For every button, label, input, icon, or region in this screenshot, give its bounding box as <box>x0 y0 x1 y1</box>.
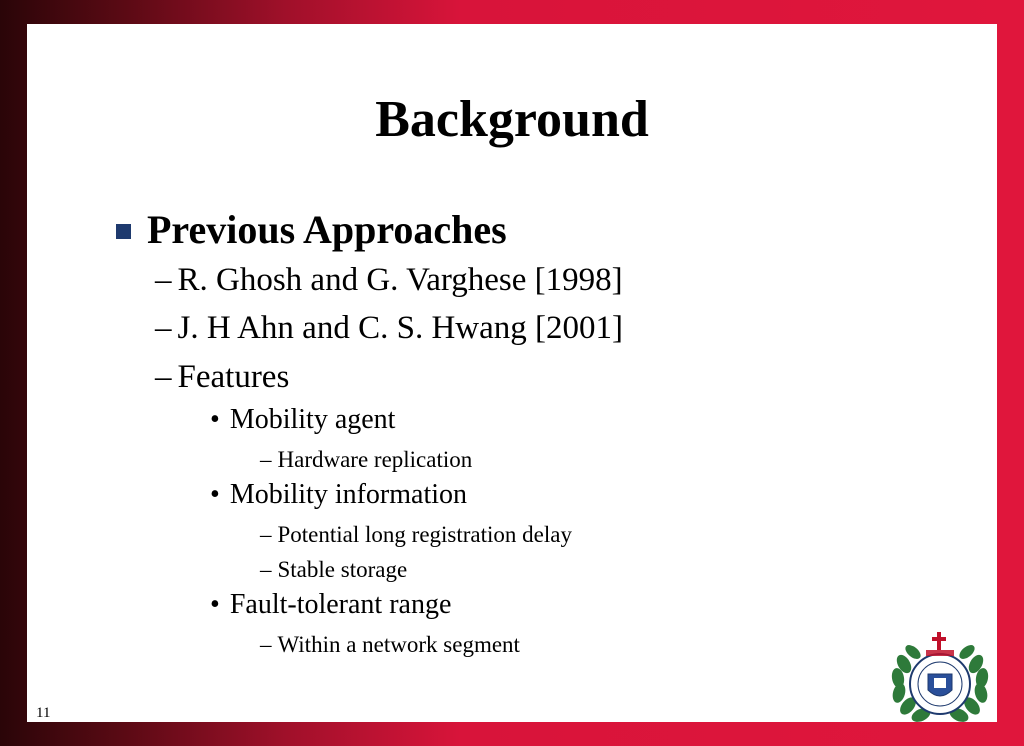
dash-icon: – <box>260 447 272 472</box>
feature-item <box>210 406 395 434</box>
dash-icon: – <box>155 262 172 298</box>
sub-feature-item <box>260 633 520 656</box>
university-seal-icon <box>886 626 994 726</box>
ref-item <box>155 264 623 297</box>
page-number: 11 <box>36 705 51 721</box>
sub-feature-text: Hardware replication <box>277 447 473 472</box>
sub-feature-text: Within a network segment <box>277 632 520 657</box>
sub-feature-item <box>260 448 472 471</box>
feature-text: Fault-tolerant range <box>229 589 452 620</box>
slide-title: Background <box>375 91 649 148</box>
feature-text: Mobility agent <box>229 404 396 435</box>
feature-text: Mobility information <box>229 479 468 510</box>
feature-item <box>210 591 451 619</box>
features-text: Features <box>177 359 290 395</box>
ref-text: J. H Ahn and C. S. Hwang [2001] <box>177 310 623 346</box>
feature-item <box>210 481 467 509</box>
slide-canvas <box>27 24 997 722</box>
dot-bullet-icon: • <box>210 589 220 620</box>
ref-item <box>155 312 623 345</box>
sub-feature-text: Potential long registration delay <box>277 522 572 547</box>
dot-bullet-icon: • <box>210 479 220 510</box>
bullet-heading <box>116 207 507 252</box>
dash-icon: – <box>260 632 272 657</box>
sub-feature-text: Stable storage <box>277 557 408 582</box>
dash-icon: – <box>155 359 172 395</box>
heading-text: Previous Approaches <box>147 207 507 252</box>
ref-text: R. Ghosh and G. Varghese [1998] <box>177 262 623 298</box>
sub-feature-item <box>260 558 407 581</box>
dash-icon: – <box>260 557 272 582</box>
dot-bullet-icon: • <box>210 404 220 435</box>
features-item <box>155 361 289 394</box>
sub-feature-item <box>260 523 572 546</box>
square-bullet-icon <box>116 224 131 239</box>
dash-icon: – <box>155 310 172 346</box>
dash-icon: – <box>260 522 272 547</box>
